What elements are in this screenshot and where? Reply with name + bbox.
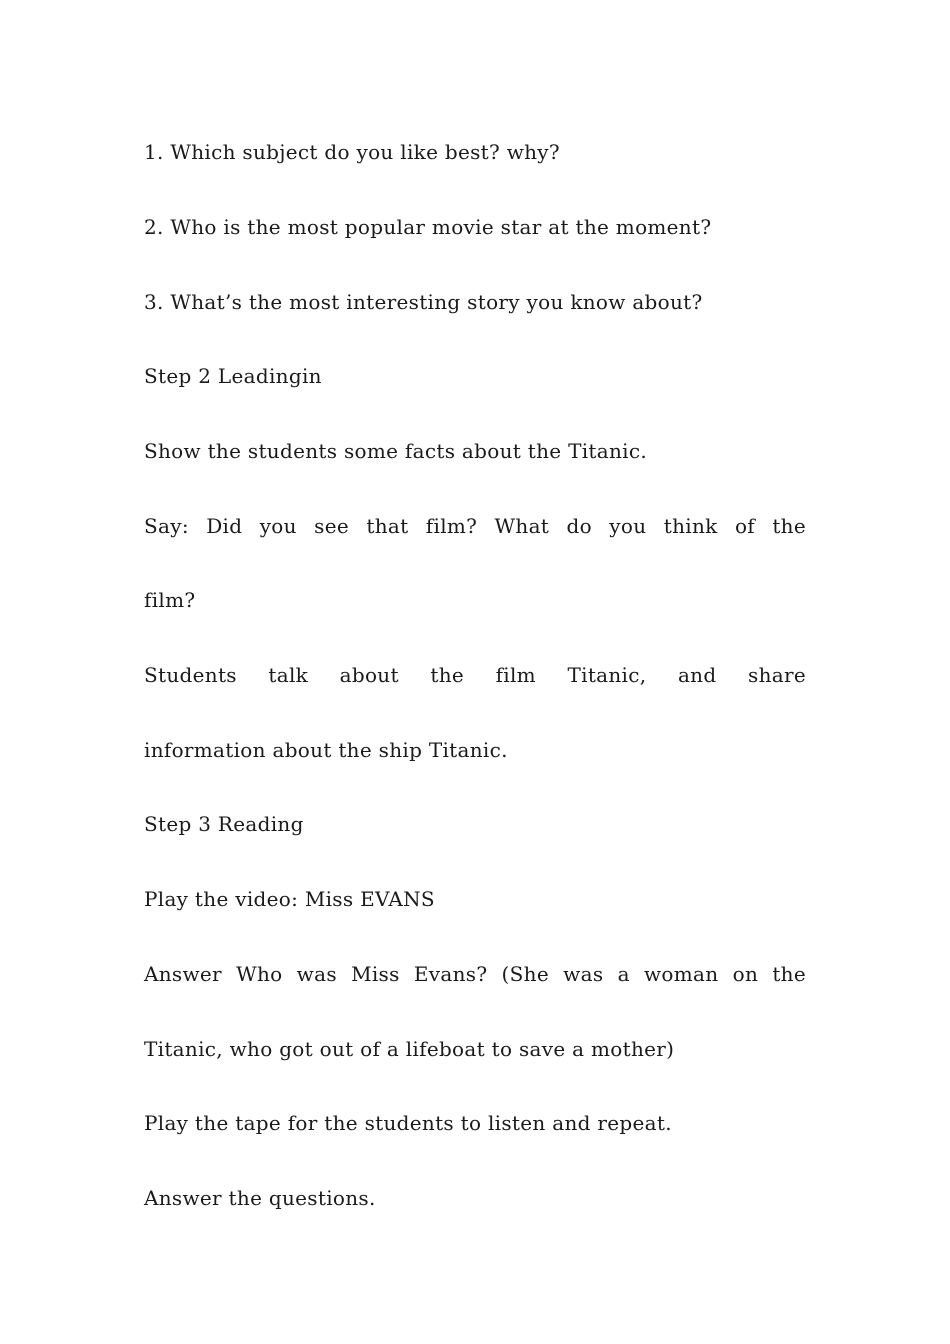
paragraph-line: Play the tape for the students to listen and repeat. (144, 1111, 672, 1135)
paragraph-line: Play the video: Miss EVANS (144, 887, 435, 911)
paragraph-line: film? (144, 588, 196, 612)
paragraph-line: Say: Did you see that film? What do you think of the (144, 514, 806, 538)
step-2-heading: Step 2 Leadingin (144, 364, 322, 388)
paragraph-line: Titanic, who got out of a lifeboat to save a mother) (144, 1037, 675, 1061)
paragraph-line: Answer Who was Miss Evans? (She was a woman on the (144, 962, 806, 986)
step-3-heading: Step 3 Reading (144, 812, 304, 836)
question-1: 1. Which subject do you like best? why? (144, 140, 560, 164)
question-3: 3. What’s the most interesting story you know about? (144, 290, 703, 314)
paragraph-line: Show the students some facts about the Titanic. (144, 439, 648, 463)
paragraph-line: Answer the questions. (144, 1186, 376, 1210)
question-2: 2. Who is the most popular movie star at the moment? (144, 215, 712, 239)
paragraph-line: information about the ship Titanic. (144, 738, 508, 762)
paragraph-line: Students talk about the film Titanic, and share (144, 663, 806, 687)
